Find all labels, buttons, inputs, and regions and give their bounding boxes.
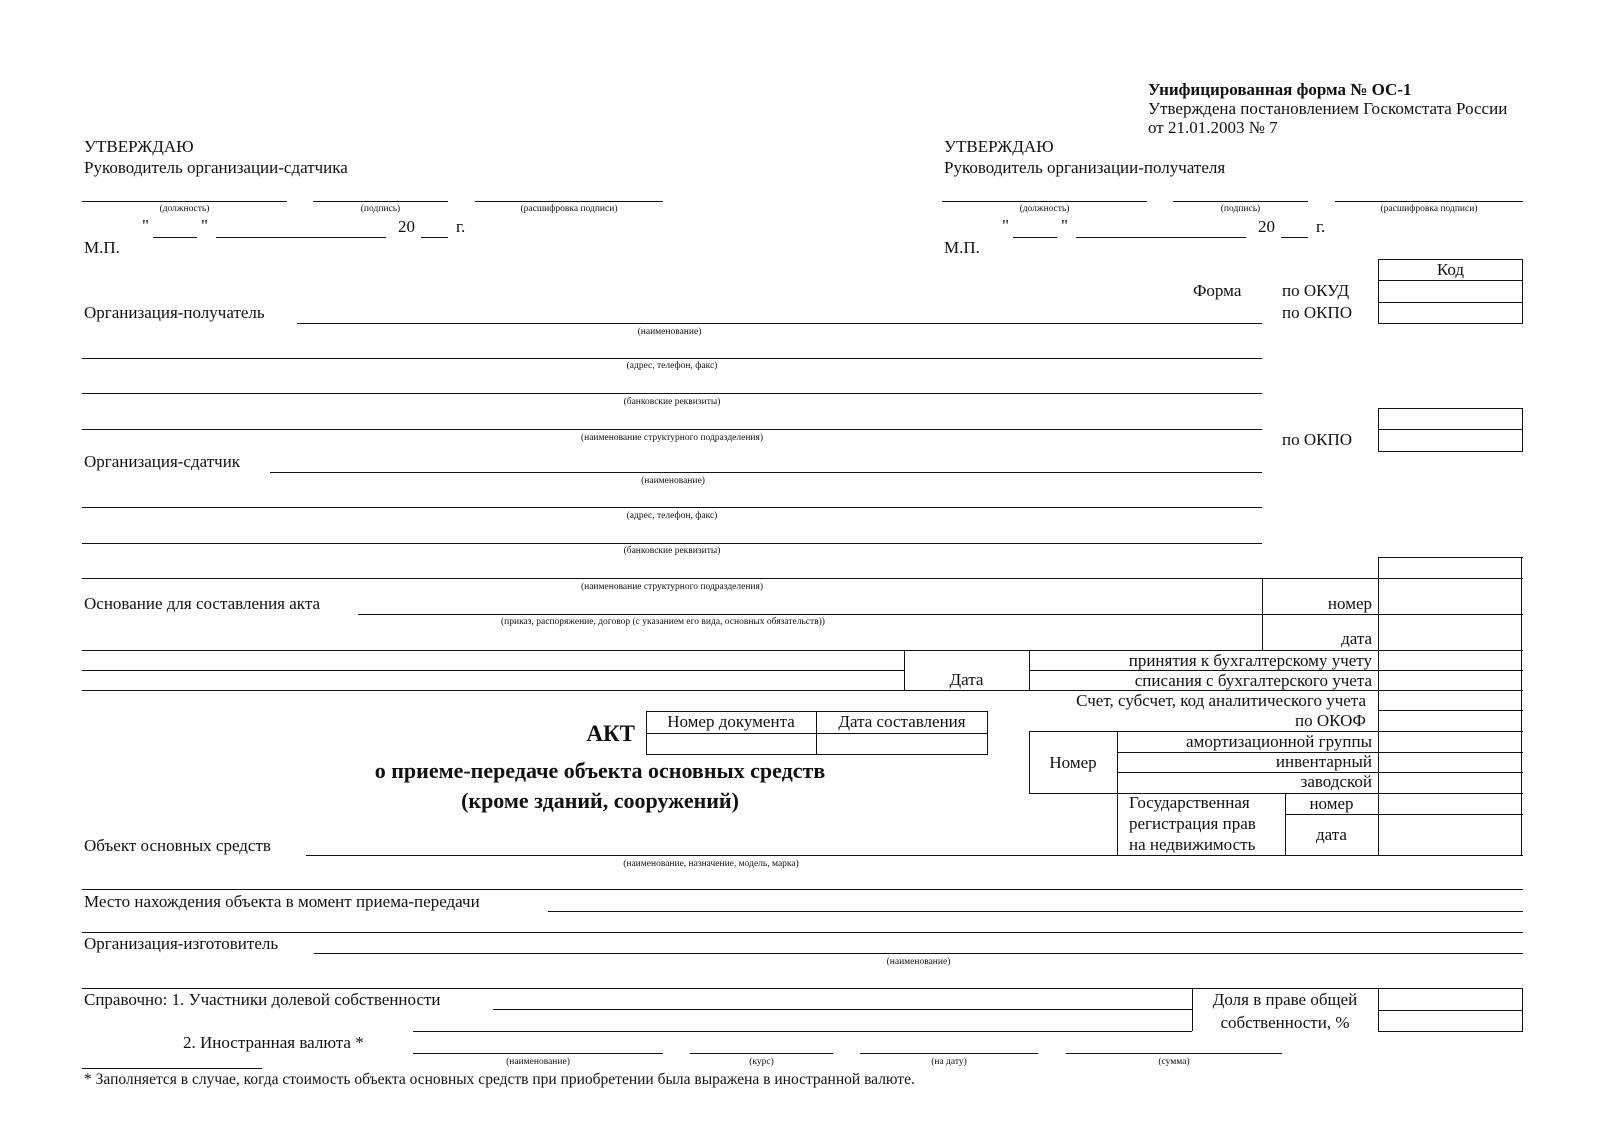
receiver-division-caption: (наименование структурного подразделения) (580, 433, 764, 443)
right-month-line[interactable] (1076, 237, 1246, 238)
okpo2-box (1378, 408, 1523, 452)
right-decode-line[interactable] (1335, 201, 1523, 202)
left-month-line[interactable] (216, 237, 386, 238)
currency-sum-line[interactable] (1066, 1053, 1282, 1054)
inventory-label: инвентарный (1275, 752, 1372, 771)
shared-owners-line-2[interactable] (413, 1031, 1192, 1032)
right-position-line[interactable] (942, 201, 1147, 202)
sender-division-caption: (наименование структурного подразделения) (580, 582, 764, 592)
reg-number-row-bottom (1285, 814, 1523, 815)
act-subtitle-2: (кроме зданий, сооружений) (461, 788, 739, 813)
left-position-line[interactable] (82, 201, 287, 202)
code-row-divider-1 (1378, 280, 1523, 281)
right-signature-caption: (подпись) (1220, 204, 1261, 214)
number-group-bottom (1029, 793, 1117, 794)
approved-by: Утверждена постановлением Госкомстата России (1148, 99, 1508, 118)
act-subtitle-1: о приеме-передаче объекта основных средств (374, 758, 826, 783)
share-label-1: Доля в праве общей (1212, 990, 1358, 1009)
left-stamp: М.П. (84, 238, 120, 257)
left-year-prefix: 20 (398, 217, 415, 236)
currency-name-line[interactable] (413, 1053, 663, 1054)
code-header: Код (1436, 260, 1465, 279)
right-stamp: М.П. (944, 238, 980, 257)
form-label: Форма (1193, 281, 1242, 300)
code-col-top (1378, 557, 1523, 558)
basis-line[interactable] (358, 614, 1262, 615)
code-col-left-border (1378, 557, 1379, 855)
receiver-label: Организация-получатель (84, 303, 265, 322)
currency-sum-caption: (сумма) (1158, 1057, 1190, 1067)
okpo2-label: по ОКПО (1282, 430, 1353, 449)
left-year-line[interactable] (421, 237, 448, 238)
reference-line2-label: 2. Иностранная валюта * (183, 1033, 364, 1052)
doc-number-value-cell[interactable] (648, 735, 815, 754)
doc-number-table-row-divider (646, 733, 988, 734)
basis-date-row-top (1262, 614, 1523, 615)
accept-account-label: принятия к бухгалтерскому учету (1128, 651, 1372, 670)
share-value-divider (1378, 1010, 1523, 1011)
doc-number-header: Номер документа (667, 712, 795, 731)
basis-label: Основание для составления акта (84, 594, 321, 613)
blank-line-2[interactable] (82, 690, 904, 691)
left-quote-open: " (142, 216, 149, 235)
receiver-bank-line[interactable] (82, 393, 1262, 394)
left-signature-line[interactable] (313, 201, 448, 202)
left-position-caption: (должность) (159, 204, 210, 214)
amort-group-label: амортизационной группы (1186, 732, 1372, 751)
reg-date-label: дата (1316, 825, 1347, 844)
right-year-suffix: г. (1316, 217, 1326, 236)
right-year-line[interactable] (1281, 237, 1308, 238)
manufacturer-caption: (наименование) (886, 957, 951, 967)
sender-bank-caption: (банковские реквизиты) (623, 546, 721, 556)
reference-top-line (82, 988, 1523, 989)
footnote-separator (82, 1068, 262, 1069)
receiver-name-line[interactable] (297, 323, 1262, 324)
receiver-address-caption: (адрес, телефон, факс) (626, 361, 718, 371)
receiver-name-caption: (наименование) (637, 327, 702, 337)
currency-name-caption: (наименование) (506, 1057, 570, 1067)
account-row-bottom (1378, 710, 1523, 711)
right-quote-open: " (1002, 216, 1009, 235)
basis-caption: (приказ, распоряжение, договор (с указанием его вида, основных обязательств)) (501, 617, 825, 627)
reference-line1-label: Справочно: 1. Участники долевой собственности (84, 990, 441, 1009)
state-reg-bottom (1117, 855, 1523, 856)
doc-date-value-cell[interactable] (818, 735, 986, 754)
object-line[interactable] (306, 855, 1117, 856)
basis-number-label: номер (1327, 594, 1372, 613)
left-year-suffix: г. (456, 217, 466, 236)
object-extra-line[interactable] (82, 889, 1523, 890)
currency-rate-line[interactable] (690, 1053, 833, 1054)
sender-bank-line[interactable] (82, 543, 1262, 544)
okpo-label: по ОКПО (1282, 303, 1353, 322)
left-signature-caption: (подпись) (360, 204, 401, 214)
right-signature-line[interactable] (1173, 201, 1308, 202)
shared-owners-line-1[interactable] (493, 1009, 1192, 1010)
right-year-prefix: 20 (1258, 217, 1275, 236)
left-decode-caption: (расшифровка подписи) (520, 204, 618, 214)
code-row-divider-2 (1378, 302, 1523, 303)
okud-label: по ОКУД (1282, 281, 1350, 300)
blank-line-1[interactable] (82, 670, 904, 671)
factory-label: заводской (1300, 772, 1372, 791)
state-reg-label-2: регистрация прав (1129, 814, 1256, 833)
reg-number-label: номер (1309, 794, 1354, 813)
object-caption: (наименование, назначение, модель, марка) (623, 859, 799, 869)
location-line[interactable] (548, 911, 1523, 912)
date-label: Дата (949, 670, 984, 689)
right-day-line[interactable] (1013, 237, 1057, 238)
receiver-address-line[interactable] (82, 358, 1262, 359)
state-reg-label-3: на недвижимость (1129, 835, 1256, 854)
location-label: Место нахождения объекта в момент приема-передачи (84, 892, 480, 911)
approve-right-role: Руководитель организации-получателя (944, 158, 1226, 177)
currency-date-caption: (на дату) (931, 1057, 967, 1067)
sender-division-line[interactable] (82, 578, 1262, 579)
act-title: АКТ (586, 721, 635, 746)
sender-name-caption: (наименование) (641, 476, 705, 486)
sender-label: Организация-сдатчик (84, 452, 241, 471)
left-quote-close: " (201, 216, 208, 235)
sender-address-line[interactable] (82, 507, 1262, 508)
state-reg-label-1: Государственная (1129, 793, 1250, 812)
left-day-line[interactable] (153, 237, 197, 238)
okpo2-divider (1378, 429, 1523, 430)
form-title: Унифицированная форма № ОС-1 (1148, 80, 1412, 99)
account-label: Счет, субсчет, код аналитического учета (1076, 691, 1366, 710)
right-decode-caption: (расшифровка подписи) (1380, 204, 1478, 214)
code-col-right-border (1521, 557, 1522, 855)
manufacturer-line[interactable] (314, 953, 1523, 954)
basis-date-label: дата (1341, 629, 1372, 648)
approved-date: от 21.01.2003 № 7 (1148, 118, 1278, 137)
sender-address-caption: (адрес, телефон, факс) (626, 511, 718, 521)
receiver-bank-caption: (банковские реквизиты) (623, 397, 721, 407)
share-label-2: собственности, % (1220, 1013, 1350, 1032)
left-decode-line[interactable] (475, 201, 663, 202)
right-position-caption: (должность) (1019, 204, 1070, 214)
approve-left-role: Руководитель организации-сдатчика (84, 158, 348, 177)
doc-date-header: Дата составления (838, 712, 966, 731)
currency-rate-caption: (курс) (749, 1057, 774, 1067)
number-row-top (1262, 578, 1523, 579)
location-extra-line[interactable] (82, 932, 1523, 933)
approve-left-label: УТВЕРЖДАЮ (84, 137, 194, 156)
currency-date-line[interactable] (860, 1053, 1038, 1054)
object-label: Объект основных средств (84, 836, 271, 855)
okof-label: по ОКОФ (1295, 711, 1366, 730)
manufacturer-label: Организация-изготовитель (84, 934, 279, 953)
sender-name-line[interactable] (270, 472, 1262, 473)
footnote: * Заполняется в случае, когда стоимость объекта основных средств при приобретении была выражена в иностранной валюте. (84, 1071, 915, 1088)
number-group-label: Номер (1049, 753, 1097, 772)
receiver-division-line[interactable] (82, 429, 1262, 430)
write-off-label: списания с бухгалтерского учета (1134, 671, 1372, 690)
right-quote-close: " (1061, 216, 1068, 235)
approve-right-label: УТВЕРЖДАЮ (944, 137, 1054, 156)
